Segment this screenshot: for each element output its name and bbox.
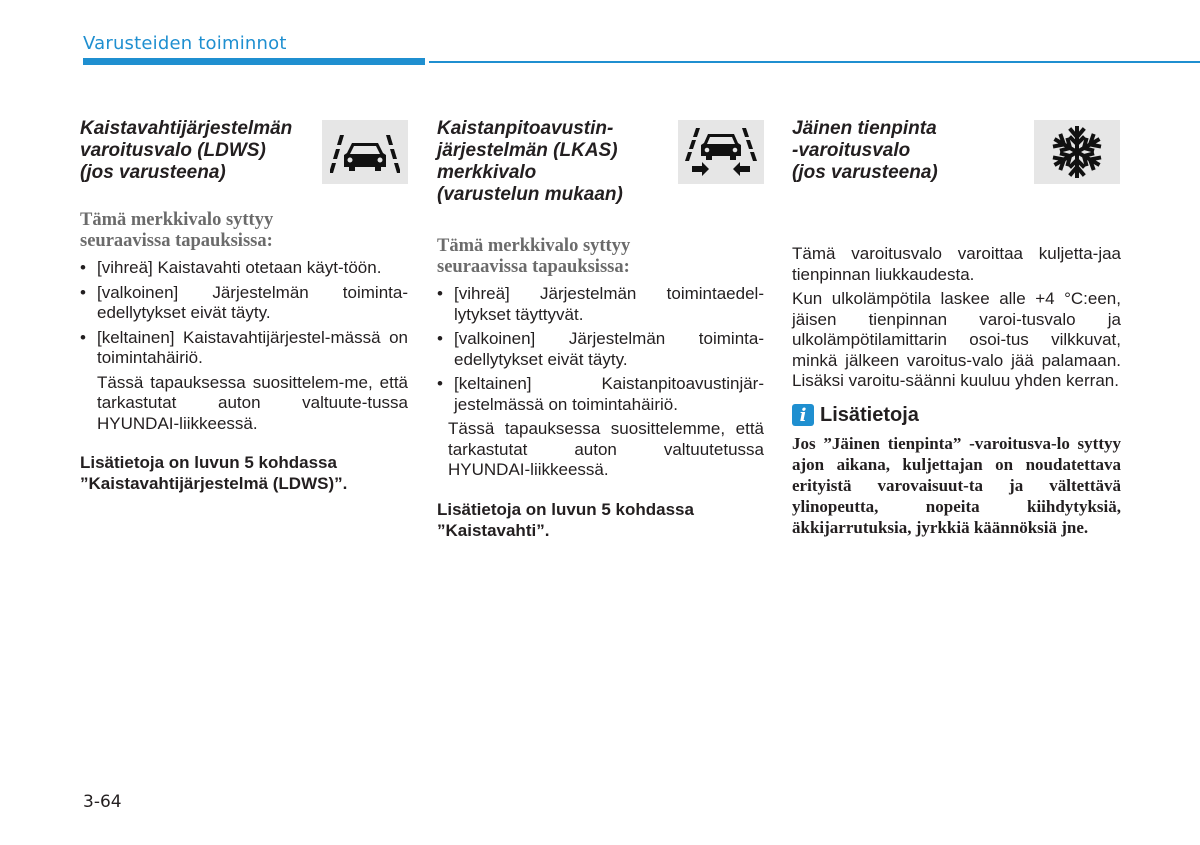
icy-road-heading-line: -varoitusvalo [792, 140, 911, 161]
list-item-text: [vihreä] Kaistavahti otetaan käyt-töön. [97, 258, 382, 277]
lkas-heading-line: Kaistanpitoavustin- [437, 118, 614, 139]
lkas-intro [437, 236, 764, 278]
list-item-text: [valkoinen] Järjestelmän toiminta-edellytykset eivät täyty. [454, 329, 764, 369]
ldws-heading-line: varoitusvalo (LDWS) [80, 140, 266, 161]
list-item: • [vihreä] Järjestelmän toimintaedel-lytykset täyttyvät. [437, 284, 764, 324]
list-item: • [vihreä] Kaistavahti otetaan käyt-töön. [80, 258, 382, 277]
ldws-intro-line: seuraavissa tapauksissa: [80, 231, 273, 251]
ldws-intro-line: Tämä merkkivalo syttyy [80, 210, 274, 230]
ldws-heading-line: (jos varusteena) [80, 162, 226, 183]
info-title: Lisätietoja [820, 403, 919, 426]
list-item-text: [valkoinen] Järjestelmän toiminta-edellytykset eivät täyty. [97, 282, 408, 322]
ldws-heading-line: Kaistavahtijärjestelmän [80, 118, 293, 139]
info-header [792, 404, 1121, 427]
page-number: 3-64 [83, 792, 122, 812]
header-rule-thin [429, 61, 1200, 63]
list-item: • [valkoinen] Järjestelmän toiminta-edellytykset eivät täyty. [80, 282, 408, 322]
list-item: • [valkoinen] Järjestelmän toiminta-edellytykset eivät täyty. [437, 329, 764, 369]
column-icy-road [792, 118, 1121, 538]
column-lkas [437, 118, 764, 541]
icy-road-heading-block [792, 118, 1121, 244]
snowflake-icon [1034, 120, 1120, 184]
lkas-bullet-list [437, 284, 764, 415]
ldws-intro [80, 210, 408, 252]
lkas-intro-line: seuraavissa tapauksissa: [437, 257, 630, 277]
info-text: Jos ”Jäinen tienpinta” -varoitusva-lo syttyy ajon aikana, kuljettajan on noudatettava erityistä varovaisuut-ta ja vältettävä ylinopeutta, nopeita kiihdytyksiä, äkkijarrutuksia, jyrkkiä käännöksiä jne. [792, 433, 1121, 537]
ldws-note: Tässä tapauksessa suosittelem-me, että tarkastutat auton valtuute-tussa HYUNDAI-liikkeessä. [97, 372, 408, 433]
list-item-text: [vihreä] Järjestelmän toimintaedel-lytykset täyttyvät. [454, 284, 764, 324]
list-item-text: [keltainen] Kaistanpitoavustinjär-jestelmässä on toimintahäiriö. [454, 374, 764, 414]
lkas-more-info: Lisätietoja on luvun 5 kohdassa ”Kaistavahti”. [437, 499, 694, 540]
ldws-heading-block [80, 118, 408, 210]
list-item: • [keltainen] Kaistavahtijärjestel-mässä on toimintahäiriö. [80, 327, 408, 367]
lkas-heading-line: merkkivalo [437, 162, 537, 183]
lkas-note: Tässä tapauksessa suosittelemme, että tarkastutat auton valtuutetussa HYUNDAI-liikkeessä. [448, 419, 764, 479]
column-ldws [80, 118, 408, 494]
lkas-heading-block [437, 118, 764, 232]
icy-road-heading-line: (jos varusteena) [792, 162, 938, 183]
icy-road-para-2: Kun ulkolämpötila laskee alle +4 °C:een, jäisen tienpinnan varoi-tusvalo ja ulkolämpötilamittarin osoi-tus vilkkuvat, minkä jälkeen varoitus-valo jää palamaan. Lisäksi varoitu-säänni kuuluu yhden kerran. [792, 289, 1121, 390]
lkas-intro-line: Tämä merkkivalo syttyy [437, 236, 631, 256]
icy-road-para-1: Tämä varoitusvalo varoittaa kuljetta-jaa tienpinnan liukkaudesta. [792, 244, 1121, 284]
icy-road-heading-line: Jäinen tienpinta [792, 118, 937, 139]
lkas-heading-line: (varustelun mukaan) [437, 184, 623, 205]
header-rule-thick [83, 58, 425, 65]
section-title: Varusteiden toiminnot [83, 33, 287, 54]
list-item: • [keltainen] Kaistanpitoavustinjär-jestelmässä on toimintahäiriö. [437, 374, 764, 414]
info-icon: i [792, 404, 814, 426]
lane-keeping-assist-icon [678, 120, 764, 184]
list-item-text: [keltainen] Kaistavahtijärjestel-mässä on toimintahäiriö. [97, 327, 408, 367]
lkas-heading-line: järjestelmän (LKAS) [437, 140, 618, 161]
ldws-bullet-list [80, 258, 408, 369]
ldws-more-info: Lisätietoja on luvun 5 kohdassa ”Kaistavahtijärjestelmä (LDWS)”. [80, 453, 348, 493]
lane-departure-warning-icon [322, 120, 408, 184]
